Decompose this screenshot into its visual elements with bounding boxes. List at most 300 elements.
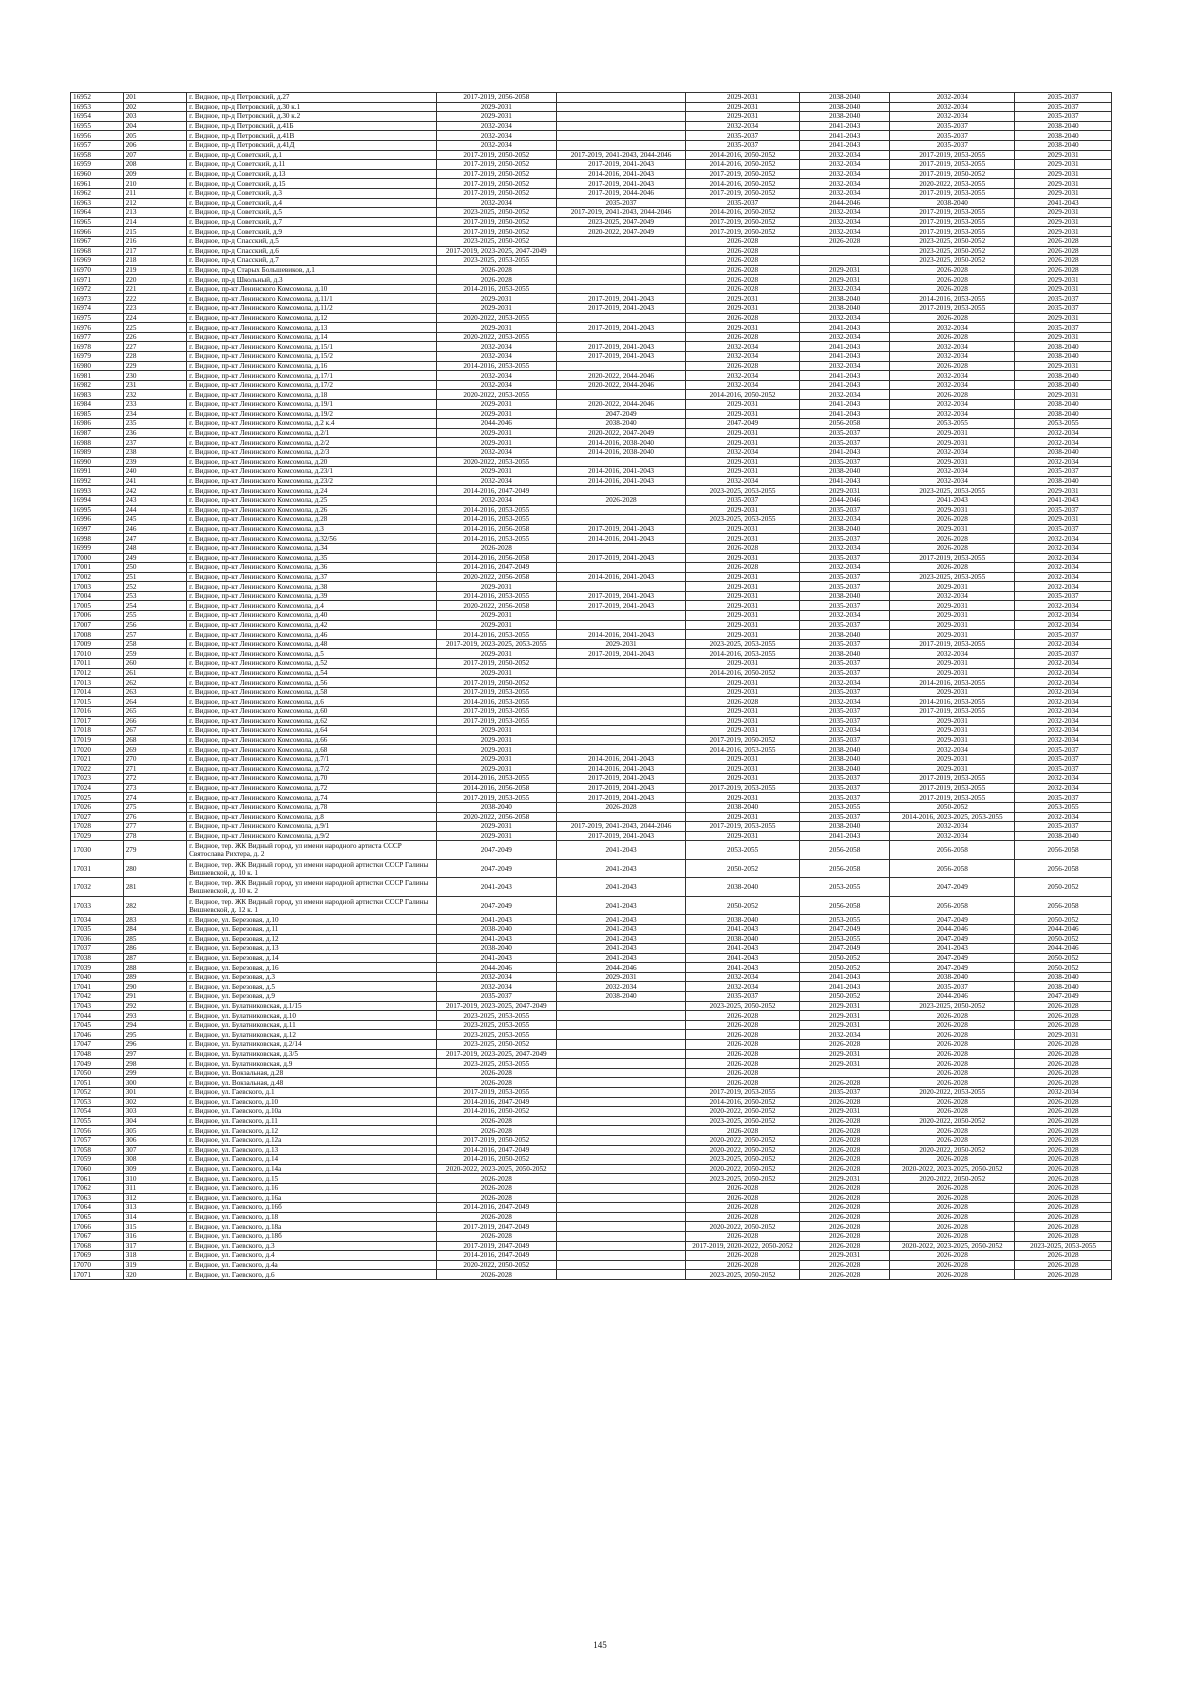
period-col-4-cell: 2035-2037 (800, 774, 890, 784)
period-col-1-cell: 2038-2040 (436, 802, 556, 812)
record-id-cell: 16983 (71, 390, 124, 400)
table-row (71, 1001, 1112, 1011)
period-col-2-cell (557, 131, 686, 141)
period-col-4-cell: 2041-2043 (800, 380, 890, 390)
address-cell: г. Видное, пр-д Советский, д.1 (187, 150, 436, 160)
period-col-2-cell (557, 1078, 686, 1088)
period-col-4-cell: 2041-2043 (800, 131, 890, 141)
record-id-cell: 16980 (71, 361, 124, 371)
period-col-1-cell: 2026-2028 (436, 1116, 556, 1126)
period-col-1-cell: 2029-2031 (436, 754, 556, 764)
period-col-4-cell: 2026-2028 (800, 1193, 890, 1203)
period-col-5-cell: 2026-2028 (890, 1030, 1015, 1040)
table-row (71, 582, 1112, 592)
period-col-2-cell: 2023-2025, 2047-2049 (557, 217, 686, 227)
sequence-number-cell: 294 (123, 1020, 186, 1030)
period-col-2-cell (557, 716, 686, 726)
address-cell: г. Видное, ул. Березовая, д.14 (187, 953, 436, 963)
period-col-5-cell: 2020-2022, 2053-2055 (890, 1088, 1015, 1098)
period-col-3-cell: 2041-2043 (686, 944, 800, 954)
period-col-2-cell (557, 543, 686, 553)
record-id-cell: 17049 (71, 1059, 124, 1069)
table-row (71, 972, 1112, 982)
period-col-3-cell: 2029-2031 (686, 572, 800, 582)
period-col-4-cell: 2044-2046 (800, 495, 890, 505)
sequence-number-cell: 257 (123, 630, 186, 640)
sequence-number-cell: 209 (123, 169, 186, 179)
period-col-4-cell: 2047-2049 (800, 924, 890, 934)
period-col-3-cell: 2017-2019, 2050-2052 (686, 735, 800, 745)
period-col-5-cell: 2023-2025, 2050-2052 (890, 1001, 1015, 1011)
period-col-6-cell: 2026-2028 (1015, 1222, 1112, 1232)
sequence-number-cell: 260 (123, 659, 186, 669)
period-col-3-cell: 2029-2031 (686, 112, 800, 122)
table-row (71, 1212, 1112, 1222)
address-cell: г. Видное, ул. Гаевского, д.12 (187, 1126, 436, 1136)
period-col-4-cell: 2029-2031 (800, 1059, 890, 1069)
period-col-5-cell: 2026-2028 (890, 1231, 1015, 1241)
sequence-number-cell: 300 (123, 1078, 186, 1088)
address-cell: г. Видное, пр-кт Ленинского Комсомола, д.2/2 (187, 438, 436, 448)
record-id-cell: 17051 (71, 1078, 124, 1088)
period-col-3-cell: 2023-2025, 2050-2052 (686, 1155, 800, 1165)
table-row (71, 256, 1112, 266)
sequence-number-cell: 259 (123, 649, 186, 659)
period-col-6-cell: 2032-2034 (1015, 457, 1112, 467)
period-col-1-cell: 2032-2034 (436, 972, 556, 982)
period-col-5-cell: 2029-2031 (890, 754, 1015, 764)
period-col-6-cell: 2026-2028 (1015, 265, 1112, 275)
table-row (71, 1107, 1112, 1117)
period-col-5-cell: 2020-2022, 2053-2055 (890, 179, 1015, 189)
sequence-number-cell: 280 (123, 859, 186, 878)
address-cell: г. Видное, пр-кт Ленинского Комсомола, д.37 (187, 572, 436, 582)
period-col-4-cell: 2029-2031 (800, 486, 890, 496)
period-col-5-cell: 2026-2028 (890, 1193, 1015, 1203)
period-col-1-cell: 2041-2043 (436, 934, 556, 944)
period-col-2-cell (557, 275, 686, 285)
address-cell: г. Видное, пр-кт Ленинского Комсомола, д.39 (187, 591, 436, 601)
period-col-5-cell: 2029-2031 (890, 687, 1015, 697)
period-col-1-cell: 2020-2022, 2053-2055 (436, 390, 556, 400)
period-col-6-cell: 2050-2052 (1015, 934, 1112, 944)
period-col-4-cell: 2050-2052 (800, 992, 890, 1002)
period-col-6-cell: 2023-2025, 2053-2055 (1015, 1241, 1112, 1251)
period-col-1-cell: 2032-2034 (436, 352, 556, 362)
period-col-3-cell: 2029-2031 (686, 93, 800, 103)
period-col-2-cell (557, 361, 686, 371)
period-col-6-cell: 2026-2028 (1015, 1193, 1112, 1203)
period-col-2-cell (557, 1116, 686, 1126)
record-id-cell: 17029 (71, 831, 124, 841)
period-col-4-cell: 2032-2034 (800, 179, 890, 189)
sequence-number-cell: 263 (123, 687, 186, 697)
period-col-6-cell: 2044-2046 (1015, 944, 1112, 954)
period-col-1-cell: 2014-2016, 2047-2049 (436, 563, 556, 573)
period-col-2-cell: 2041-2043 (557, 878, 686, 897)
period-col-6-cell: 2035-2037 (1015, 323, 1112, 333)
period-col-5-cell: 2029-2031 (890, 524, 1015, 534)
table-row (71, 831, 1112, 841)
period-col-2-cell: 2014-2016, 2041-2043 (557, 754, 686, 764)
period-col-2-cell (557, 1001, 686, 1011)
period-col-3-cell: 2029-2031 (686, 294, 800, 304)
period-col-4-cell: 2032-2034 (800, 515, 890, 525)
period-col-4-cell: 2029-2031 (800, 1107, 890, 1117)
period-col-4-cell: 2032-2034 (800, 563, 890, 573)
period-col-5-cell: 2026-2028 (890, 313, 1015, 323)
period-col-6-cell: 2026-2028 (1015, 1203, 1112, 1213)
period-col-5-cell: 2026-2028 (890, 1097, 1015, 1107)
record-id-cell: 17055 (71, 1116, 124, 1126)
period-col-3-cell: 2026-2028 (686, 1251, 800, 1261)
record-id-cell: 17040 (71, 972, 124, 982)
period-col-5-cell: 2026-2028 (890, 1203, 1015, 1213)
period-col-6-cell: 2038-2040 (1015, 972, 1112, 982)
period-col-3-cell: 2017-2019, 2050-2052 (686, 169, 800, 179)
record-id-cell: 17021 (71, 754, 124, 764)
record-id-cell: 16957 (71, 140, 124, 150)
period-col-3-cell: 2026-2028 (686, 284, 800, 294)
table-row (71, 793, 1112, 803)
period-col-4-cell: 2038-2040 (800, 754, 890, 764)
period-col-3-cell: 2023-2025, 2050-2052 (686, 1001, 800, 1011)
table-row (71, 707, 1112, 717)
period-col-3-cell: 2041-2043 (686, 953, 800, 963)
period-col-3-cell: 2023-2025, 2053-2055 (686, 486, 800, 496)
period-col-1-cell: 2020-2022, 2050-2052 (436, 1260, 556, 1270)
record-id-cell: 16976 (71, 323, 124, 333)
sequence-number-cell: 307 (123, 1145, 186, 1155)
table-row (71, 534, 1112, 544)
period-col-4-cell: 2041-2043 (800, 447, 890, 457)
record-id-cell: 17054 (71, 1107, 124, 1117)
period-col-1-cell: 2014-2016, 2053-2055 (436, 361, 556, 371)
address-cell: г. Видное, пр-кт Ленинского Комсомола, д.6 (187, 697, 436, 707)
period-col-1-cell: 2041-2043 (436, 915, 556, 925)
sequence-number-cell: 258 (123, 639, 186, 649)
period-col-3-cell: 2026-2028 (686, 265, 800, 275)
sequence-number-cell: 309 (123, 1164, 186, 1174)
period-col-5-cell: 2026-2028 (890, 275, 1015, 285)
table-row (71, 649, 1112, 659)
register-table-wrapper (70, 92, 1112, 1280)
period-col-2-cell (557, 1088, 686, 1098)
sequence-number-cell: 318 (123, 1251, 186, 1261)
table-row (71, 188, 1112, 198)
period-col-5-cell: 2026-2028 (890, 1068, 1015, 1078)
period-col-2-cell: 2014-2016, 2041-2043 (557, 467, 686, 477)
address-cell: г. Видное, пр-кт Ленинского Комсомола, д.2/3 (187, 447, 436, 457)
period-col-6-cell: 2041-2043 (1015, 198, 1112, 208)
table-row (71, 361, 1112, 371)
address-cell: г. Видное, пр-кт Ленинского Комсомола, д.35 (187, 553, 436, 563)
address-cell: г. Видное, ул. Вокзальная, д.48 (187, 1078, 436, 1088)
sequence-number-cell: 220 (123, 275, 186, 285)
period-col-3-cell: 2029-2031 (686, 304, 800, 314)
table-row (71, 1251, 1112, 1261)
address-cell: г. Видное, пр-кт Ленинского Комсомола, д.70 (187, 774, 436, 784)
address-cell: г. Видное, пр-кт Ленинского Комсомола, д.52 (187, 659, 436, 669)
record-id-cell: 16984 (71, 400, 124, 410)
period-col-6-cell: 2050-2052 (1015, 915, 1112, 925)
address-cell: г. Видное, пр-кт Ленинского Комсомола, д.56 (187, 678, 436, 688)
period-col-5-cell: 2020-2022, 2050-2052 (890, 1116, 1015, 1126)
address-cell: г. Видное, пр-кт Ленинского Комсомола, д.17/1 (187, 371, 436, 381)
period-col-5-cell: 2029-2031 (890, 659, 1015, 669)
table-row (71, 1059, 1112, 1069)
period-col-1-cell: 2014-2016, 2053-2055 (436, 591, 556, 601)
record-id-cell: 16996 (71, 515, 124, 525)
period-col-2-cell (557, 745, 686, 755)
address-cell: г. Видное, пр-кт Ленинского Комсомола, д.9/1 (187, 822, 436, 832)
period-col-4-cell (800, 246, 890, 256)
table-row (71, 1088, 1112, 1098)
address-cell: г. Видное, пр-кт Ленинского Комсомола, д.42 (187, 620, 436, 630)
period-col-5-cell: 2029-2031 (890, 716, 1015, 726)
period-col-3-cell: 2014-2016, 2050-2052 (686, 668, 800, 678)
period-col-4-cell: 2032-2034 (800, 227, 890, 237)
period-col-3-cell: 2032-2034 (686, 121, 800, 131)
period-col-2-cell (557, 390, 686, 400)
record-id-cell: 17065 (71, 1212, 124, 1222)
period-col-1-cell: 2047-2049 (436, 896, 556, 915)
table-row (71, 764, 1112, 774)
period-col-2-cell: 2017-2019, 2041-2043, 2044-2046 (557, 150, 686, 160)
period-col-6-cell: 2035-2037 (1015, 822, 1112, 832)
record-id-cell: 17035 (71, 924, 124, 934)
period-col-6-cell: 2029-2031 (1015, 332, 1112, 342)
address-cell: г. Видное, пр-кт Ленинского Комсомола, д.11/2 (187, 304, 436, 314)
address-cell: г. Видное, пр-кт Ленинского Комсомола, д.7/2 (187, 764, 436, 774)
record-id-cell: 16963 (71, 198, 124, 208)
period-col-6-cell: 2038-2040 (1015, 342, 1112, 352)
period-col-5-cell: 2026-2028 (890, 1011, 1015, 1021)
table-row (71, 563, 1112, 573)
period-col-5-cell: 2032-2034 (890, 400, 1015, 410)
period-col-4-cell: 2038-2040 (800, 304, 890, 314)
address-cell: г. Видное, пр-д Спасский, д.7 (187, 256, 436, 266)
period-col-5-cell: 2026-2028 (890, 1078, 1015, 1088)
sequence-number-cell: 316 (123, 1231, 186, 1241)
period-col-1-cell: 2017-2019, 2053-2055 (436, 1088, 556, 1098)
period-col-4-cell (800, 1068, 890, 1078)
sequence-number-cell: 237 (123, 438, 186, 448)
period-col-4-cell: 2029-2031 (800, 275, 890, 285)
period-col-2-cell: 2032-2034 (557, 982, 686, 992)
sequence-number-cell: 301 (123, 1088, 186, 1098)
period-col-3-cell: 2026-2028 (686, 275, 800, 285)
period-col-2-cell: 2017-2019, 2041-2043 (557, 783, 686, 793)
table-row (71, 352, 1112, 362)
period-col-5-cell: 2017-2019, 2053-2055 (890, 150, 1015, 160)
period-col-3-cell: 2032-2034 (686, 342, 800, 352)
period-col-5-cell: 2029-2031 (890, 457, 1015, 467)
record-id-cell: 17045 (71, 1020, 124, 1030)
period-col-2-cell: 2017-2019, 2041-2043 (557, 524, 686, 534)
record-id-cell: 17039 (71, 963, 124, 973)
record-id-cell: 17027 (71, 812, 124, 822)
table-row (71, 953, 1112, 963)
period-col-2-cell (557, 735, 686, 745)
record-id-cell: 17069 (71, 1251, 124, 1261)
period-col-5-cell: 2032-2034 (890, 591, 1015, 601)
sequence-number-cell: 279 (123, 841, 186, 860)
period-col-3-cell: 2026-2028 (686, 1203, 800, 1213)
period-col-2-cell: 2047-2049 (557, 409, 686, 419)
period-col-3-cell: 2026-2028 (686, 1078, 800, 1088)
period-col-2-cell: 2017-2019, 2041-2043 (557, 304, 686, 314)
period-col-4-cell: 2029-2031 (800, 1001, 890, 1011)
period-col-1-cell: 2017-2019, 2050-2052 (436, 659, 556, 669)
sequence-number-cell: 234 (123, 409, 186, 419)
period-col-6-cell: 2035-2037 (1015, 630, 1112, 640)
period-col-2-cell: 2017-2019, 2041-2043 (557, 831, 686, 841)
period-col-2-cell (557, 121, 686, 131)
period-col-4-cell: 2026-2028 (800, 1145, 890, 1155)
period-col-1-cell: 2017-2019, 2056-2058 (436, 93, 556, 103)
period-col-1-cell: 2020-2022, 2053-2055 (436, 313, 556, 323)
table-row (71, 390, 1112, 400)
record-id-cell: 16960 (71, 169, 124, 179)
table-row (71, 524, 1112, 534)
period-col-3-cell: 2029-2031 (686, 582, 800, 592)
record-id-cell: 16992 (71, 476, 124, 486)
period-col-6-cell: 2047-2049 (1015, 992, 1112, 1002)
sequence-number-cell: 236 (123, 428, 186, 438)
period-col-3-cell: 2026-2028 (686, 1260, 800, 1270)
period-col-4-cell: 2041-2043 (800, 982, 890, 992)
period-col-6-cell: 2026-2028 (1015, 1251, 1112, 1261)
period-col-3-cell: 2029-2031 (686, 620, 800, 630)
sequence-number-cell: 232 (123, 390, 186, 400)
period-col-2-cell: 2020-2022, 2044-2046 (557, 371, 686, 381)
period-col-5-cell: 2026-2028 (890, 1270, 1015, 1280)
sequence-number-cell: 208 (123, 160, 186, 170)
address-cell: г. Видное, пр-д Старых Большевиков, д.1 (187, 265, 436, 275)
period-col-4-cell: 2026-2028 (800, 1203, 890, 1213)
period-col-1-cell: 2023-2025, 2053-2055 (436, 1030, 556, 1040)
record-id-cell: 16994 (71, 495, 124, 505)
address-cell: г. Видное, пр-кт Ленинского Комсомола, д.18 (187, 390, 436, 400)
period-col-3-cell: 2029-2031 (686, 428, 800, 438)
period-col-6-cell: 2032-2034 (1015, 812, 1112, 822)
period-col-3-cell: 2029-2031 (686, 754, 800, 764)
period-col-2-cell (557, 140, 686, 150)
record-id-cell: 17064 (71, 1203, 124, 1213)
period-col-4-cell: 2041-2043 (800, 352, 890, 362)
record-id-cell: 16955 (71, 121, 124, 131)
period-col-3-cell: 2026-2028 (686, 697, 800, 707)
period-col-4-cell: 2035-2037 (800, 534, 890, 544)
sequence-number-cell: 320 (123, 1270, 186, 1280)
period-col-4-cell: 2035-2037 (800, 505, 890, 515)
period-col-2-cell (557, 265, 686, 275)
period-col-1-cell: 2029-2031 (436, 409, 556, 419)
period-col-1-cell: 2026-2028 (436, 543, 556, 553)
table-row (71, 1116, 1112, 1126)
address-cell: г. Видное, ул. Гаевского, д.16 (187, 1183, 436, 1193)
sequence-number-cell: 238 (123, 447, 186, 457)
period-col-2-cell (557, 1193, 686, 1203)
period-col-5-cell: 2026-2028 (890, 1126, 1015, 1136)
period-col-1-cell: 2032-2034 (436, 447, 556, 457)
record-id-cell: 16978 (71, 342, 124, 352)
period-col-3-cell: 2026-2028 (686, 1049, 800, 1059)
period-col-1-cell: 2014-2016, 2053-2055 (436, 697, 556, 707)
period-col-4-cell: 2035-2037 (800, 438, 890, 448)
record-id-cell: 17041 (71, 982, 124, 992)
period-col-2-cell (557, 582, 686, 592)
period-col-6-cell: 2026-2028 (1015, 1116, 1112, 1126)
sequence-number-cell: 214 (123, 217, 186, 227)
record-id-cell: 17061 (71, 1174, 124, 1184)
period-col-6-cell: 2035-2037 (1015, 754, 1112, 764)
period-col-1-cell: 2014-2016, 2053-2055 (436, 515, 556, 525)
table-row (71, 1203, 1112, 1213)
record-id-cell: 17020 (71, 745, 124, 755)
sequence-number-cell: 306 (123, 1135, 186, 1145)
record-id-cell: 16973 (71, 294, 124, 304)
table-row (71, 179, 1112, 189)
address-cell: г. Видное, пр-д Советский, д.13 (187, 169, 436, 179)
sequence-number-cell: 308 (123, 1155, 186, 1165)
period-col-6-cell: 2029-2031 (1015, 150, 1112, 160)
period-col-6-cell: 2032-2034 (1015, 611, 1112, 621)
sequence-number-cell: 302 (123, 1097, 186, 1107)
period-col-2-cell (557, 1020, 686, 1030)
table-row (71, 169, 1112, 179)
period-col-5-cell: 2035-2037 (890, 131, 1015, 141)
table-row (71, 265, 1112, 275)
period-col-1-cell: 2014-2016, 2056-2058 (436, 524, 556, 534)
period-col-4-cell: 2041-2043 (800, 342, 890, 352)
sequence-number-cell: 201 (123, 93, 186, 103)
record-id-cell: 16981 (71, 371, 124, 381)
period-col-3-cell: 2035-2037 (686, 198, 800, 208)
period-col-3-cell: 2023-2025, 2053-2055 (686, 639, 800, 649)
table-row (71, 447, 1112, 457)
period-col-4-cell: 2032-2034 (800, 390, 890, 400)
record-id-cell: 17009 (71, 639, 124, 649)
period-col-5-cell: 2017-2019, 2053-2055 (890, 553, 1015, 563)
sequence-number-cell: 313 (123, 1203, 186, 1213)
period-col-3-cell: 2029-2031 (686, 707, 800, 717)
table-row (71, 236, 1112, 246)
address-cell: г. Видное, пр-д Советский, д.5 (187, 208, 436, 218)
period-col-4-cell: 2041-2043 (800, 476, 890, 486)
period-col-5-cell: 2032-2034 (890, 352, 1015, 362)
period-col-6-cell: 2026-2028 (1015, 246, 1112, 256)
period-col-2-cell (557, 707, 686, 717)
sequence-number-cell: 251 (123, 572, 186, 582)
period-col-1-cell: 2026-2028 (436, 1270, 556, 1280)
period-col-1-cell: 2032-2034 (436, 495, 556, 505)
period-col-5-cell: 2029-2031 (890, 630, 1015, 640)
period-col-2-cell: 2029-2031 (557, 972, 686, 982)
period-col-4-cell: 2029-2031 (800, 1251, 890, 1261)
period-col-1-cell: 2023-2025, 2053-2055 (436, 1059, 556, 1069)
table-row (71, 992, 1112, 1002)
period-col-4-cell: 2038-2040 (800, 764, 890, 774)
address-cell: г. Видное, пр-кт Ленинского Комсомола, д.5 (187, 649, 436, 659)
period-col-6-cell: 2029-2031 (1015, 1030, 1112, 1040)
period-col-1-cell: 2032-2034 (436, 140, 556, 150)
period-col-6-cell: 2026-2028 (1015, 1059, 1112, 1069)
period-col-5-cell: 2017-2019, 2053-2055 (890, 707, 1015, 717)
address-cell: г. Видное, пр-кт Ленинского Комсомола, д.23/1 (187, 467, 436, 477)
period-col-4-cell: 2038-2040 (800, 591, 890, 601)
